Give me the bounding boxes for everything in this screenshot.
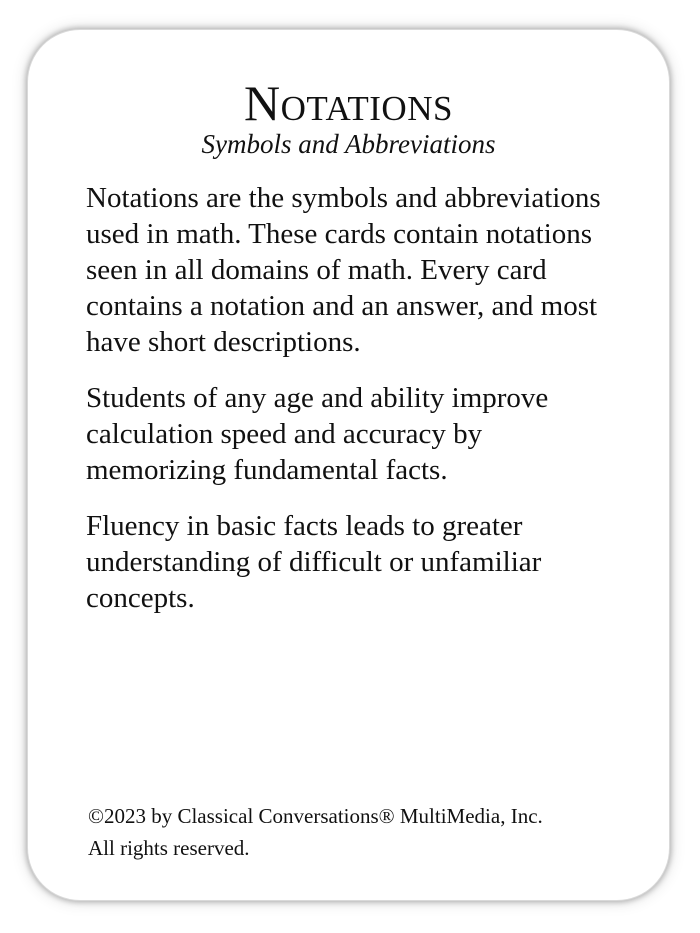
card-body [86, 180, 626, 636]
paragraph-intro: Notations are the symbols and abbreviations used in math. These cards contain notations seen in all domains of math. Every card contains a notation and an answer, and most have short descriptions. [86, 182, 601, 358]
rights-notice: All rights reserved. [88, 836, 250, 860]
paragraph-students: Students of any age and ability improve calculation speed and accuracy by memorizing fundamental facts. [86, 382, 549, 486]
card-title: Notations [244, 75, 453, 131]
info-card [28, 30, 669, 900]
paragraph-fluency: Fluency in basic facts leads to greater understanding of difficult or unfamiliar concepts. [86, 510, 542, 614]
card-footer [88, 800, 648, 864]
copyright-notice: ©2023 by Classical Conversations® MultiMedia, Inc. [88, 804, 543, 828]
card-subtitle: Symbols and Abbreviations [201, 129, 496, 159]
